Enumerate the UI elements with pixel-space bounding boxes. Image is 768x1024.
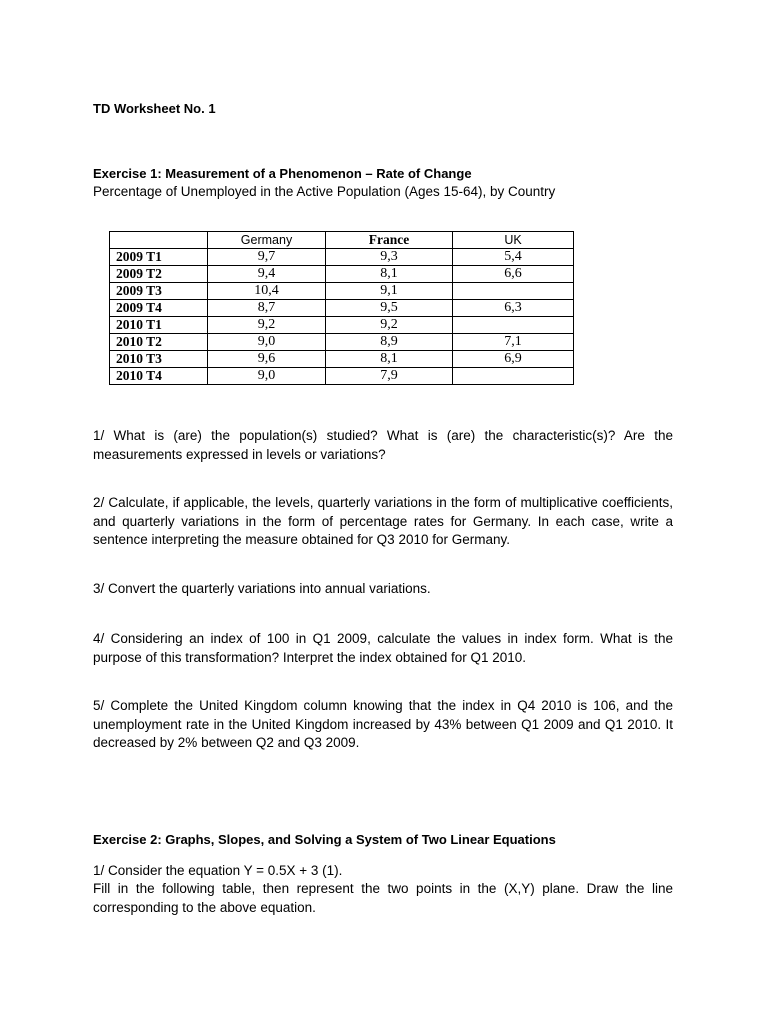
cell-germany: 10,4 (208, 283, 326, 300)
row-label: 2009 T3 (110, 283, 208, 300)
row-label: 2009 T2 (110, 266, 208, 283)
question-4: 4/ Considering an index of 100 in Q1 2009, calculate the values in index form. What is the purpose of this transformation? Interpret the index obtained for Q1 2010. (93, 631, 673, 665)
cell-germany: 9,0 (208, 334, 326, 351)
worksheet-title: TD Worksheet No. 1 (93, 101, 216, 116)
cell-uk: 6,9 (453, 351, 574, 368)
table-row (110, 283, 574, 300)
table-row (110, 249, 574, 266)
cell-france: 8,1 (326, 351, 453, 368)
cell-france: 8,1 (326, 266, 453, 283)
row-label: 2009 T1 (110, 249, 208, 266)
cell-france: 9,5 (326, 300, 453, 317)
column-header-uk: UK (453, 232, 574, 249)
table-row (110, 300, 574, 317)
cell-uk (453, 283, 574, 300)
cell-germany: 9,6 (208, 351, 326, 368)
cell-uk: 6,6 (453, 266, 574, 283)
cell-germany: 9,4 (208, 266, 326, 283)
row-label: 2009 T4 (110, 300, 208, 317)
row-label: 2010 T1 (110, 317, 208, 334)
table-corner-cell (110, 232, 208, 249)
column-header-france: France (326, 232, 453, 249)
cell-france: 7,9 (326, 368, 453, 385)
row-label: 2010 T3 (110, 351, 208, 368)
cell-germany: 9,2 (208, 317, 326, 334)
exercise1-subtitle: Percentage of Unemployed in the Active Population (Ages 15-64), by Country (93, 184, 556, 199)
cell-uk (453, 368, 574, 385)
exercise2-question-1: 1/ Consider the equation Y = 0.5X + 3 (1). (93, 863, 343, 878)
cell-france: 9,2 (326, 317, 453, 334)
table-row (110, 368, 574, 385)
question-5: 5/ Complete the United Kingdom column knowing that the index in Q4 2010 is 106, and the unemployment rate in the United Kingdom increased by 43% between Q1 2009 and Q1 2010. It decreased by 2% between Q2 and Q3 2009. (93, 698, 673, 750)
table-row (110, 351, 574, 368)
cell-france: 8,9 (326, 334, 453, 351)
cell-uk: 7,1 (453, 334, 574, 351)
cell-uk: 6,3 (453, 300, 574, 317)
row-label: 2010 T4 (110, 368, 208, 385)
cell-france: 9,1 (326, 283, 453, 300)
question-1: 1/ What is (are) the population(s) studied? What is (are) the characteristic(s)? Are the measurements expressed in levels or variations? (93, 428, 673, 462)
exercise2-question-1-instructions: Fill in the following table, then represent the two points in the (X,Y) plane. Draw the line corresponding to the above equation. (93, 881, 673, 915)
unemployment-table (109, 231, 574, 385)
exercise2-heading: Exercise 2: Graphs, Slopes, and Solving a System of Two Linear Equations (93, 832, 556, 847)
cell-uk: 5,4 (453, 249, 574, 266)
table-row (110, 266, 574, 283)
cell-uk (453, 317, 574, 334)
question-2: 2/ Calculate, if applicable, the levels, quarterly variations in the form of multiplicative coefficients, and quarterly variations in the form of percentage rates for Germany. In each case, write a sentence interpreting the measure obtained for Q3 2010 for Germany. (93, 495, 673, 547)
cell-germany: 8,7 (208, 300, 326, 317)
table-row (110, 317, 574, 334)
table-header-row (110, 232, 574, 249)
column-header-germany: Germany (208, 232, 326, 249)
cell-germany: 9,0 (208, 368, 326, 385)
question-3: 3/ Convert the quarterly variations into annual variations. (93, 581, 431, 596)
cell-france: 9,3 (326, 249, 453, 266)
table-row (110, 334, 574, 351)
exercise1-heading: Exercise 1: Measurement of a Phenomenon – Rate of Change (93, 166, 472, 181)
row-label: 2010 T2 (110, 334, 208, 351)
cell-germany: 9,7 (208, 249, 326, 266)
